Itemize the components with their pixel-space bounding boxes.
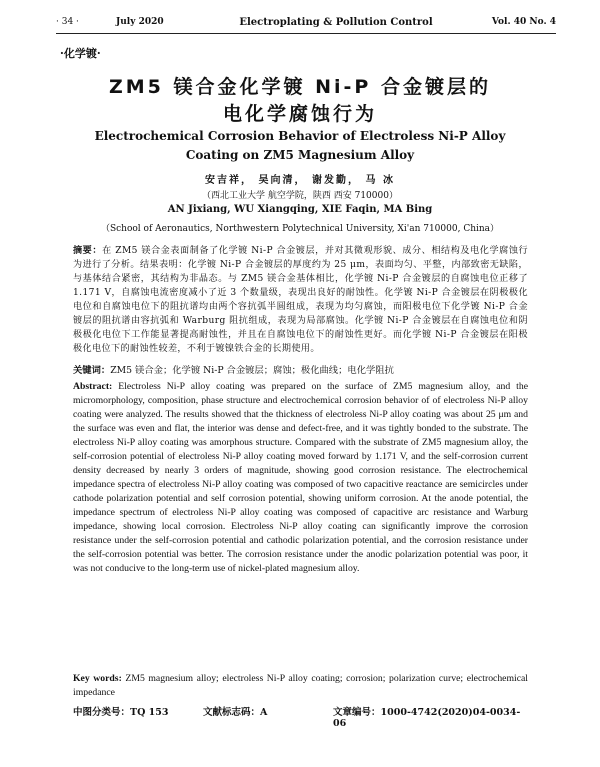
keywords-chinese-text: ZM5 镁合金；化学镀 Ni-P 合金镀层；腐蚀；极化曲线；电化学阻抗 [110,365,394,376]
document-code: 文献标志码：A [203,707,268,718]
journal-name: Electroplating & Pollution Control [239,16,433,28]
page-number: · 34 · [56,17,79,27]
abstract-chinese-text: 在 ZM5 镁合金表面制备了化学镀 Ni-P 合金镀层，并对其微观形貌、成分、相结构及电化学腐蚀行为进行了分析。结果表明：化学镀 Ni-P 合金镀层的厚度约为 25 μm，表面均匀、平整，内部致密无缺陷，与基体结合紧密，其结构为非晶态。与 ZM5 镁合金基体相比，化学镀 Ni-P 合金镀层的自腐蚀电位正移了 1.171 V，自腐蚀电流密度减小了近 3 个数量级，表现出良好的耐蚀性。化学镀 Ni-P 合金镀层在阴极极化电位和自腐蚀电位下的阻抗谱均由两个容抗弧半圆组成，表现为均匀腐蚀，而阳极电位下化学镀 Ni-P 合金镀层的阻抗谱由容抗弧和 Warburg 阻抗组成，表现为局部腐蚀。化学镀 Ni-P 合金镀层在自腐蚀电位和阴极极化电位下工作能显著提高耐蚀性，并且在自腐蚀电位下的耐蚀性更好。而化学镀 Ni-P 合金镀层在阳极极化电位下的耐蚀性较差，不利于镀镍铁合金的长期使用。 [73,246,529,354]
title-chinese-line-1: ZM5 镁合金化学镀 Ni-P 合金镀层的 [109,76,491,98]
volume-issue: Vol. 40 No. 4 [491,17,556,27]
article-id: 文章编号：1000-4742(2020)04-0034-06 [333,707,521,729]
affiliation-chinese: （西北工业大学 航空学院，陕西 西安 710000） [202,191,398,201]
title-english-line-2: Coating on ZM5 Magnesium Alloy [185,148,415,162]
abstract-english-text: Electroless Ni-P alloy coating was prepared on the surface of ZM5 magnesium alloy, and the micromorphology, composition, phase structure and electrochemical corrosion behavior of of electroless Ni-P alloy coating were analyzed. The results showed that the thickness of electroless Ni-P alloy coating was about 25 μm and the surface was even and flat, the interior was dense and defect-free, and it was tightly bonded to the substrate. The electroless Ni-P alloy coating was amorphous structure. Compared with the substrate of ZM5 magnesium alloy, the self-corrosion potential of electroless Ni-P alloy coating moved forward by 1.171 V, and the self-corrosion current density decreased by nearly 3 orders of magnitude, showing good corrosion resistance. The electrochemical impedance spectra of electroless Ni-P alloy coating was composed of two capacitive reactance are semicircles under cathode polarization potential and self corrosion potential, showing uniform corrosion. At the anode potential, the impedance spectrum of electroless Ni-P alloy coating was composed of capacitive arc resistance and Warburg impedance, showing local corrosion. Electroless Ni-P alloy coating can significantly improve the corrosion resistance under the self-corrosion potential and cathodic polarization potential, and the corrosion resistance under the self-corrosion potential was better. The corrosion resistance under the anodic polarization potential was poor, it was not conducive to the long-term use of nickel-plated magnesium alloy. [73,381,529,574]
keywords-chinese [73,364,528,378]
keywords-english-text: ZM5 magnesium alloy; electroless Ni-P alloy coating; corrosion; polarization curve; electrochemical impedance [73,673,529,698]
running-header [56,14,556,30]
title-chinese-line-2: 电化学腐蚀行为 [222,103,377,125]
abstract-english [73,380,528,576]
authors-chinese: 安吉祥， 吴向清， 谢发勤， 马 冰 [205,175,395,186]
title-english [0,127,600,165]
issue-date: July 2020 [116,17,164,27]
title-chinese [0,74,600,128]
authors-english: AN Jixiang, WU Xiangqing, XIE Faqin, MA Bing [167,204,433,215]
column-label: ·化学镀· [60,47,101,60]
abstract-chinese [73,244,528,356]
header-rule [56,33,556,34]
title-english-line-1: Electrochemical Corrosion Behavior of Electroless Ni-P Alloy [94,129,506,143]
abstract-chinese-label: 摘要： [73,245,103,256]
affiliation-english: （School of Aeronautics, Northwestern Polytechnical University, Xi'an 710000, China） [100,224,500,234]
clc-number: 中图分类号：TQ 153 [73,707,169,718]
keywords-chinese-label: 关键词： [73,365,111,376]
abstract-english-label: Abstract: [73,381,113,392]
classification-footer [73,704,528,729]
keywords-english [73,672,528,700]
keywords-english-label: Key words: [73,673,122,684]
